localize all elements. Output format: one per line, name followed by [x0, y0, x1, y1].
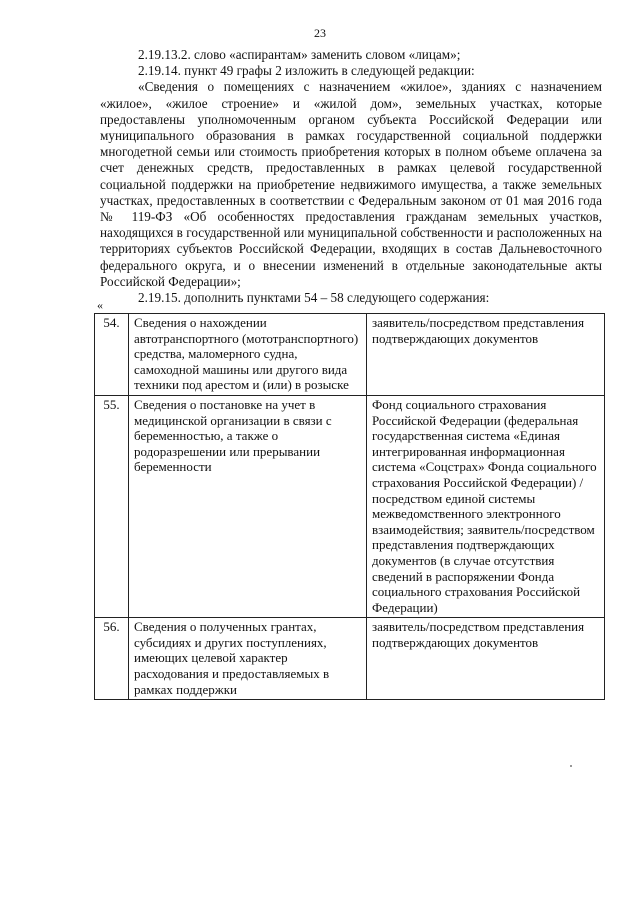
row-information: Сведения о полученных грантах, субсидиях и других поступлениях, имеющих целевой характер расходования и предоставляемых в рамках поддержки: [129, 618, 367, 700]
page-number: 23: [314, 26, 326, 40]
row-information: Сведения о постановке на учет в медицинской организации в связи с беременностью, а также о родоразрешении или прерывании беременности: [129, 395, 367, 617]
row-information: Сведения о нахождении автотранспортного (мототранспортного) средства, маломерного судна, самоходной машины или другого вида техники под арестом и (или) в розыске: [129, 314, 367, 396]
row-source: заявитель/посредством представления подтверждающих документов: [367, 618, 605, 700]
items-table: [94, 313, 605, 700]
scan-speck: [570, 765, 572, 767]
table-row: [95, 395, 605, 617]
opening-quote-mark: «: [97, 298, 103, 312]
row-source: заявитель/посредством представления подтверждающих документов: [367, 314, 605, 396]
row-source: Фонд социального страхования Российской Федерации (федеральная государственная система «Единая интегрированная информационная система «Соцстрах» Фонда социального страхования Российской Федерации) / посредством единой системы межведомственного электронного взаимодействия; заявитель/посредством представления подтверждающих документов (в случае отсутствия сведений в распоряжении Фонда социального страхования Российской Федерации): [367, 395, 605, 617]
table-row: [95, 314, 605, 396]
body-text: [100, 47, 602, 306]
row-number: 54.: [95, 314, 129, 396]
paragraph-2-19-13-2: 2.19.13.2. слово «аспирантам» заменить словом «лицам»;: [138, 47, 461, 62]
paragraph-item-49-text: «Сведения о помещениях с назначением «жилое», зданиях с назначением «жилое», «жилое строение» и «жилой дом», земельных участках, которые предоставлены уполномоченным органом субъекта Российской Федерации или муниципального образования в рамках государственной социальной поддержки многодетной семьи или стоимость приобретения которых в полном объеме оплачена за счет денежных средств, предоставленных в рамках целевой государственной социальной поддержки на приобретение недвижимого имущества, а также земельных участках, предоставленных в соответствии с Федеральным законом от 01 мая 2016 года № 119-ФЗ «Об особенностях предоставления гражданам земельных участков, находящихся в государственной или муниципальной собственности и расположенных на территориях субъектов Российской Федерации, входящих в состав Дальневосточного федерального округа, и о внесении изменений в отдельные законодательные акты Российской Федерации»;: [100, 79, 602, 289]
paragraph-2-19-14: 2.19.14. пункт 49 графы 2 изложить в следующей редакции:: [138, 63, 475, 79]
table-row: [95, 618, 605, 700]
paragraph-2-19-15: 2.19.15. дополнить пунктами 54 – 58 следующего содержания:: [138, 290, 490, 306]
row-number: 56.: [95, 618, 129, 700]
row-number: 55.: [95, 395, 129, 617]
